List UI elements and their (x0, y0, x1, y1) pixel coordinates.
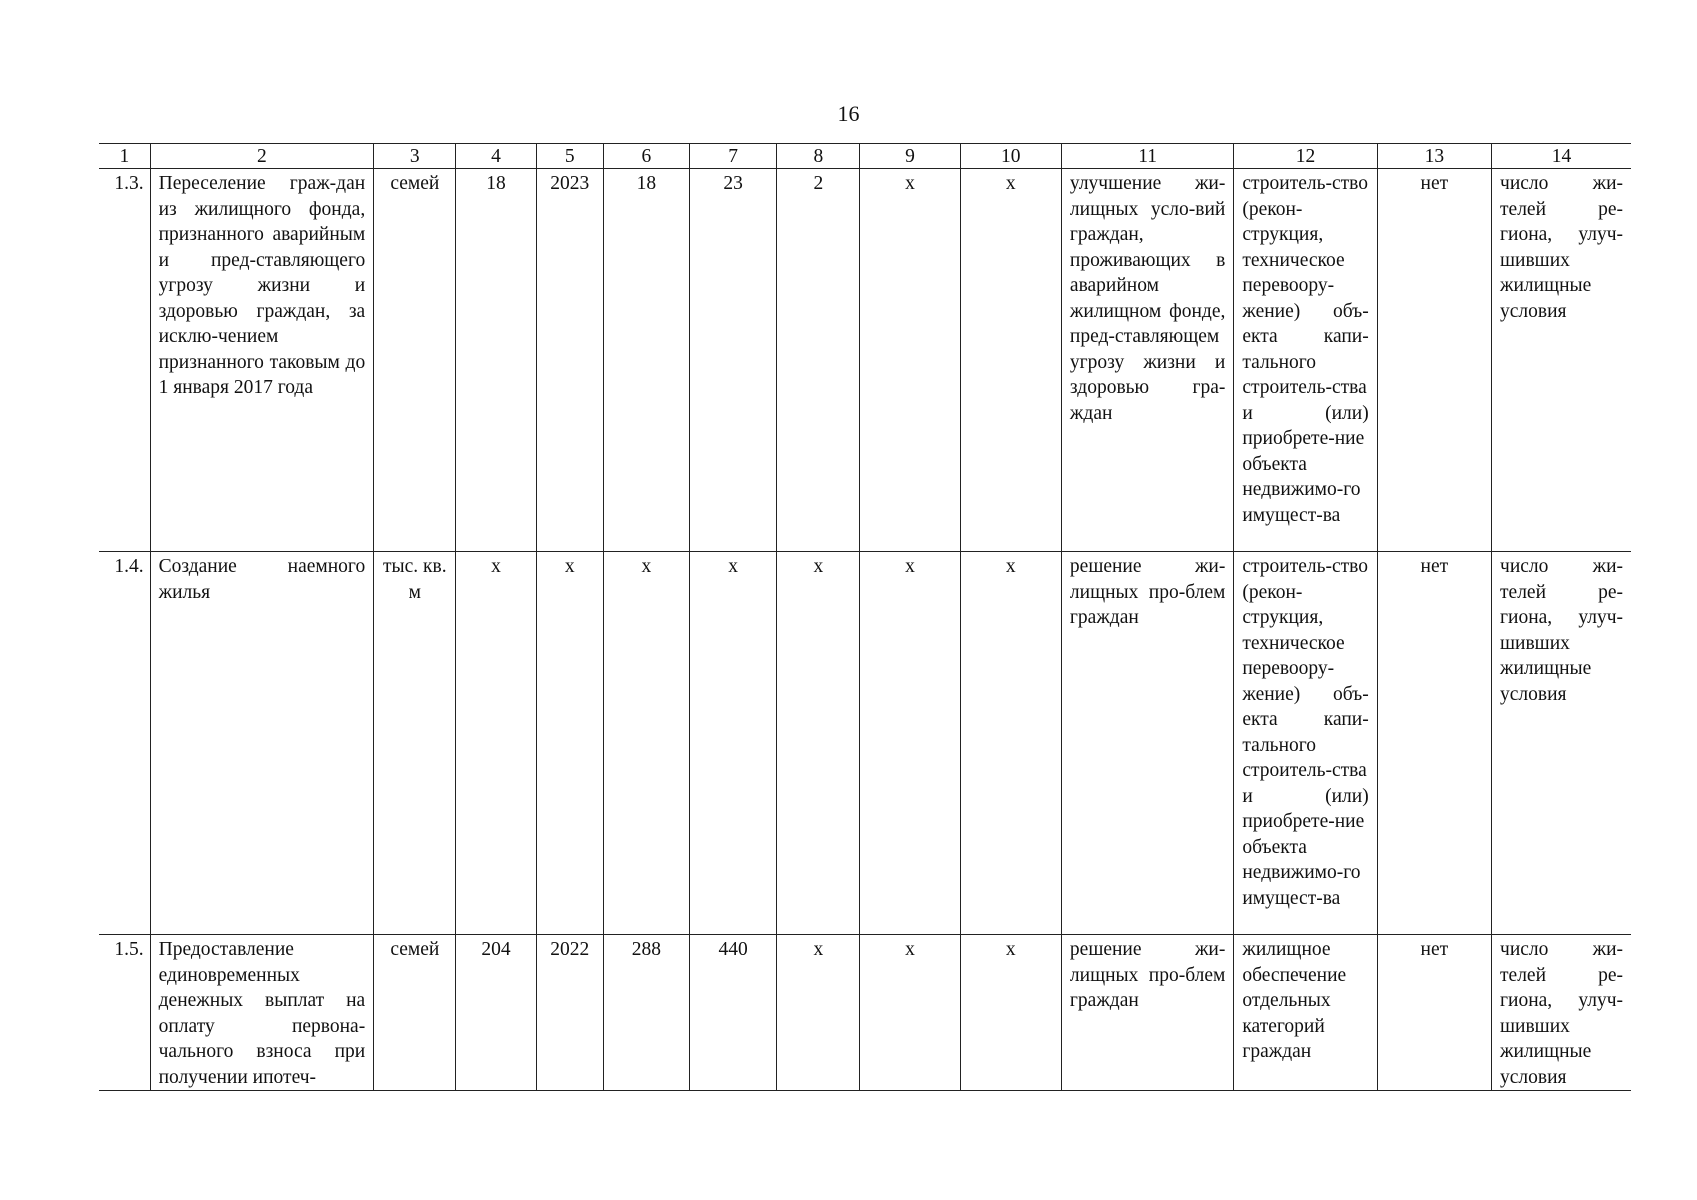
column-header: 8 (777, 144, 860, 169)
column-header: 6 (603, 144, 689, 169)
measure-name: Переселение граж-дан из жилищного фонда, признанного аварийным и пред-ставляющего угрозу жизни и здоровью граждан, за исклю-чением признанного таковым до 1 января 2017 года (150, 169, 374, 552)
goal-cell: решение жи-лищных про-блем граждан (1061, 552, 1233, 935)
value-cell: 23 (690, 169, 777, 552)
type-cell: строитель-ство (рекон-струкция, техническое перевоору-жение) объ-екта капи-тального строитель-ства и (или) приобрете-ние объекта недвижимо-го имущест-ва (1234, 169, 1377, 552)
year-cell: х (536, 552, 603, 935)
column-header: 3 (374, 144, 456, 169)
column-header: 4 (456, 144, 536, 169)
type-cell: строитель-ство (рекон-струкция, техническое перевоору-жение) объ-екта капи-тального строитель-ства и (или) приобрете-ние объекта недвижимо-го имущест-ва (1234, 552, 1377, 935)
flag-cell: нет (1377, 552, 1491, 935)
value-cell: х (777, 935, 860, 1091)
column-header: 12 (1234, 144, 1377, 169)
flag-cell: нет (1377, 935, 1491, 1091)
page-number: 16 (837, 101, 860, 126)
value-cell: х (960, 552, 1061, 935)
measure-name: Предоставление единовременных денежных выплат на оплату первона-чального взноса при получении ипотеч- (150, 935, 374, 1091)
value-cell: 204 (456, 935, 536, 1091)
value-cell: 18 (603, 169, 689, 552)
value-cell: х (960, 169, 1061, 552)
measure-name: Создание наемного жилья (150, 552, 374, 935)
value-cell: х (960, 935, 1061, 1091)
unit-cell: тыс. кв. м (374, 552, 456, 935)
column-header: 9 (860, 144, 960, 169)
value-cell: х (603, 552, 689, 935)
table-row (99, 552, 1631, 935)
row-number: 1.3. (99, 169, 150, 552)
goal-cell: улучшение жи-лищных усло-вий граждан, проживающих в аварийном жилищном фонде, пред-ставляющем угрозу жизни и здоровью гра-ждан (1061, 169, 1233, 552)
value-cell: х (860, 552, 960, 935)
column-header: 7 (690, 144, 777, 169)
year-cell: 2023 (536, 169, 603, 552)
value-cell: х (860, 935, 960, 1091)
column-header: 1 (99, 144, 150, 169)
indicator-cell: число жи-телей ре-гиона, улуч-шивших жилищные условия (1492, 935, 1631, 1091)
goal-cell: решение жи-лищных про-блем граждан (1061, 935, 1233, 1091)
value-cell: х (690, 552, 777, 935)
value-cell: 288 (603, 935, 689, 1091)
unit-cell: семей (374, 935, 456, 1091)
program-table (99, 143, 1631, 1091)
value-cell: х (456, 552, 536, 935)
column-header: 2 (150, 144, 374, 169)
value-cell: х (777, 552, 860, 935)
flag-cell: нет (1377, 169, 1491, 552)
value-cell: 18 (456, 169, 536, 552)
column-header: 14 (1492, 144, 1631, 169)
column-header: 13 (1377, 144, 1491, 169)
year-cell: 2022 (536, 935, 603, 1091)
indicator-cell: число жи-телей ре-гиона, улуч-шивших жилищные условия (1492, 169, 1631, 552)
value-cell: 440 (690, 935, 777, 1091)
indicator-cell: число жи-телей ре-гиона, улуч-шивших жилищные условия (1492, 552, 1631, 935)
header-row (99, 144, 1631, 169)
column-header: 10 (960, 144, 1061, 169)
column-header: 11 (1061, 144, 1233, 169)
table-row (99, 169, 1631, 552)
unit-cell: семей (374, 169, 456, 552)
value-cell: х (860, 169, 960, 552)
column-header: 5 (536, 144, 603, 169)
row-number: 1.5. (99, 935, 150, 1091)
row-number: 1.4. (99, 552, 150, 935)
value-cell: 2 (777, 169, 860, 552)
table-row (99, 935, 1631, 1091)
type-cell: жилищное обеспечение отдельных категорий граждан (1234, 935, 1377, 1091)
